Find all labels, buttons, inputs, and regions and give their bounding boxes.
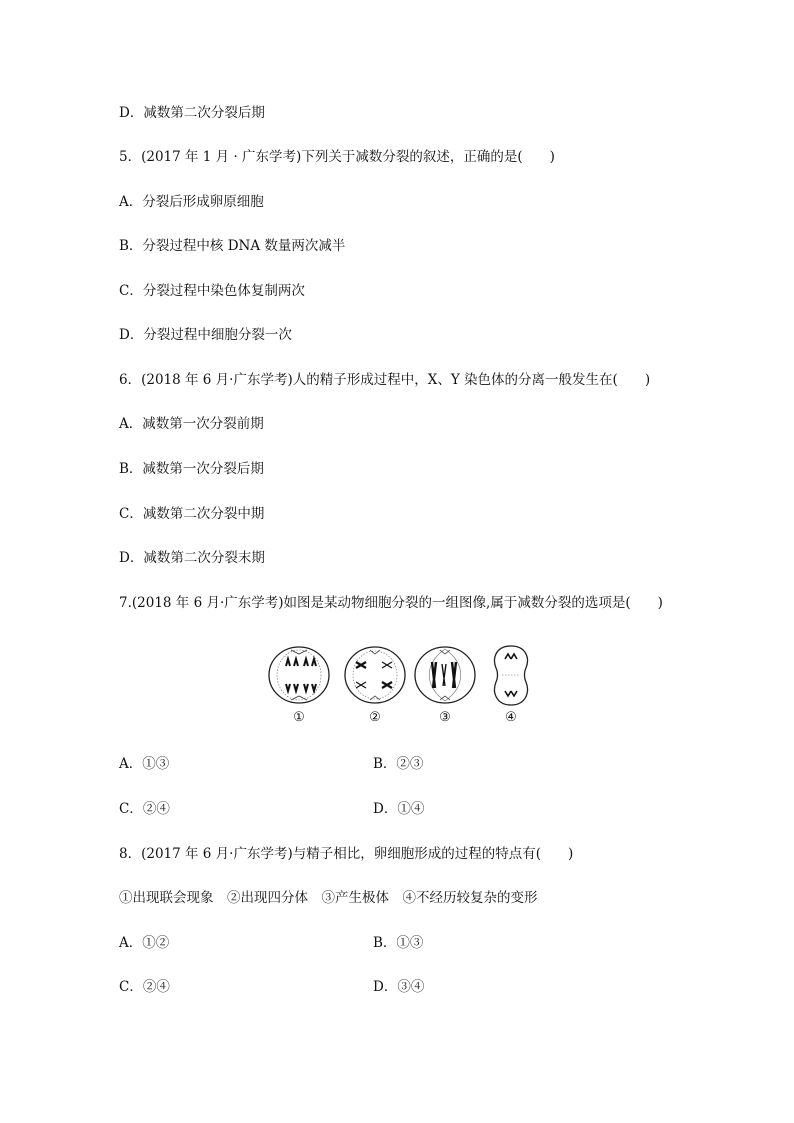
figure-label-2: ②: [369, 710, 381, 725]
figure-label-1: ①: [293, 710, 305, 725]
q8-statements: ①出现联会现象 ②出现四分体 ③产生极体 ④不经历较复杂的变形: [119, 890, 538, 906]
q8-option-b: B．①③: [373, 935, 424, 951]
q6-option-a: A．减数第一次分裂前期: [119, 416, 264, 432]
q4-option-d: D．减数第二次分裂后期: [119, 105, 265, 121]
q8-option-c: C．②④: [119, 979, 170, 995]
q6-option-d: D．减数第二次分裂末期: [119, 550, 265, 566]
q7-stem: 7.(2018 年 6 月·广东学考)如图是某动物细胞分裂的一组图像,属于减数分裂的选项是( ): [119, 595, 663, 611]
figure-label-4: ④: [505, 710, 517, 725]
q6-stem: 6．(2018 年 6 月·广东学考)人的精子形成过程中，X、Y 染色体的分离一般发生在( ): [119, 372, 651, 388]
figure-label-3: ③: [439, 710, 451, 725]
q6-option-b: B．减数第一次分裂后期: [119, 461, 264, 477]
q5-option-a: A．分裂后形成卵原细胞: [119, 194, 264, 210]
q7-option-d: D．①④: [373, 801, 425, 817]
q7-option-a: A．①③: [119, 756, 170, 772]
q7-option-b: B．②③: [373, 756, 424, 772]
cell-division-figure: [266, 644, 536, 726]
q7-option-c: C．②④: [119, 801, 170, 817]
q8-stem: 8．(2017 年 6 月·广东学考)与精子相比，卵细胞形成的过程的特点有( ): [119, 846, 574, 862]
q5-stem: 5．(2017 年 1 月 · 广东学考)下列关于减数分裂的叙述，正确的是( ): [119, 149, 555, 165]
q8-option-d: D．③④: [373, 979, 425, 995]
q6-option-c: C．减数第二次分裂中期: [119, 506, 265, 522]
q5-option-d: D．分裂过程中细胞分裂一次: [119, 327, 292, 343]
q8-option-a: A．①②: [119, 935, 170, 951]
q5-option-b: B．分裂过程中核 DNA 数量两次减半: [119, 238, 346, 254]
q5-option-c: C．分裂过程中染色体复制两次: [119, 283, 305, 299]
